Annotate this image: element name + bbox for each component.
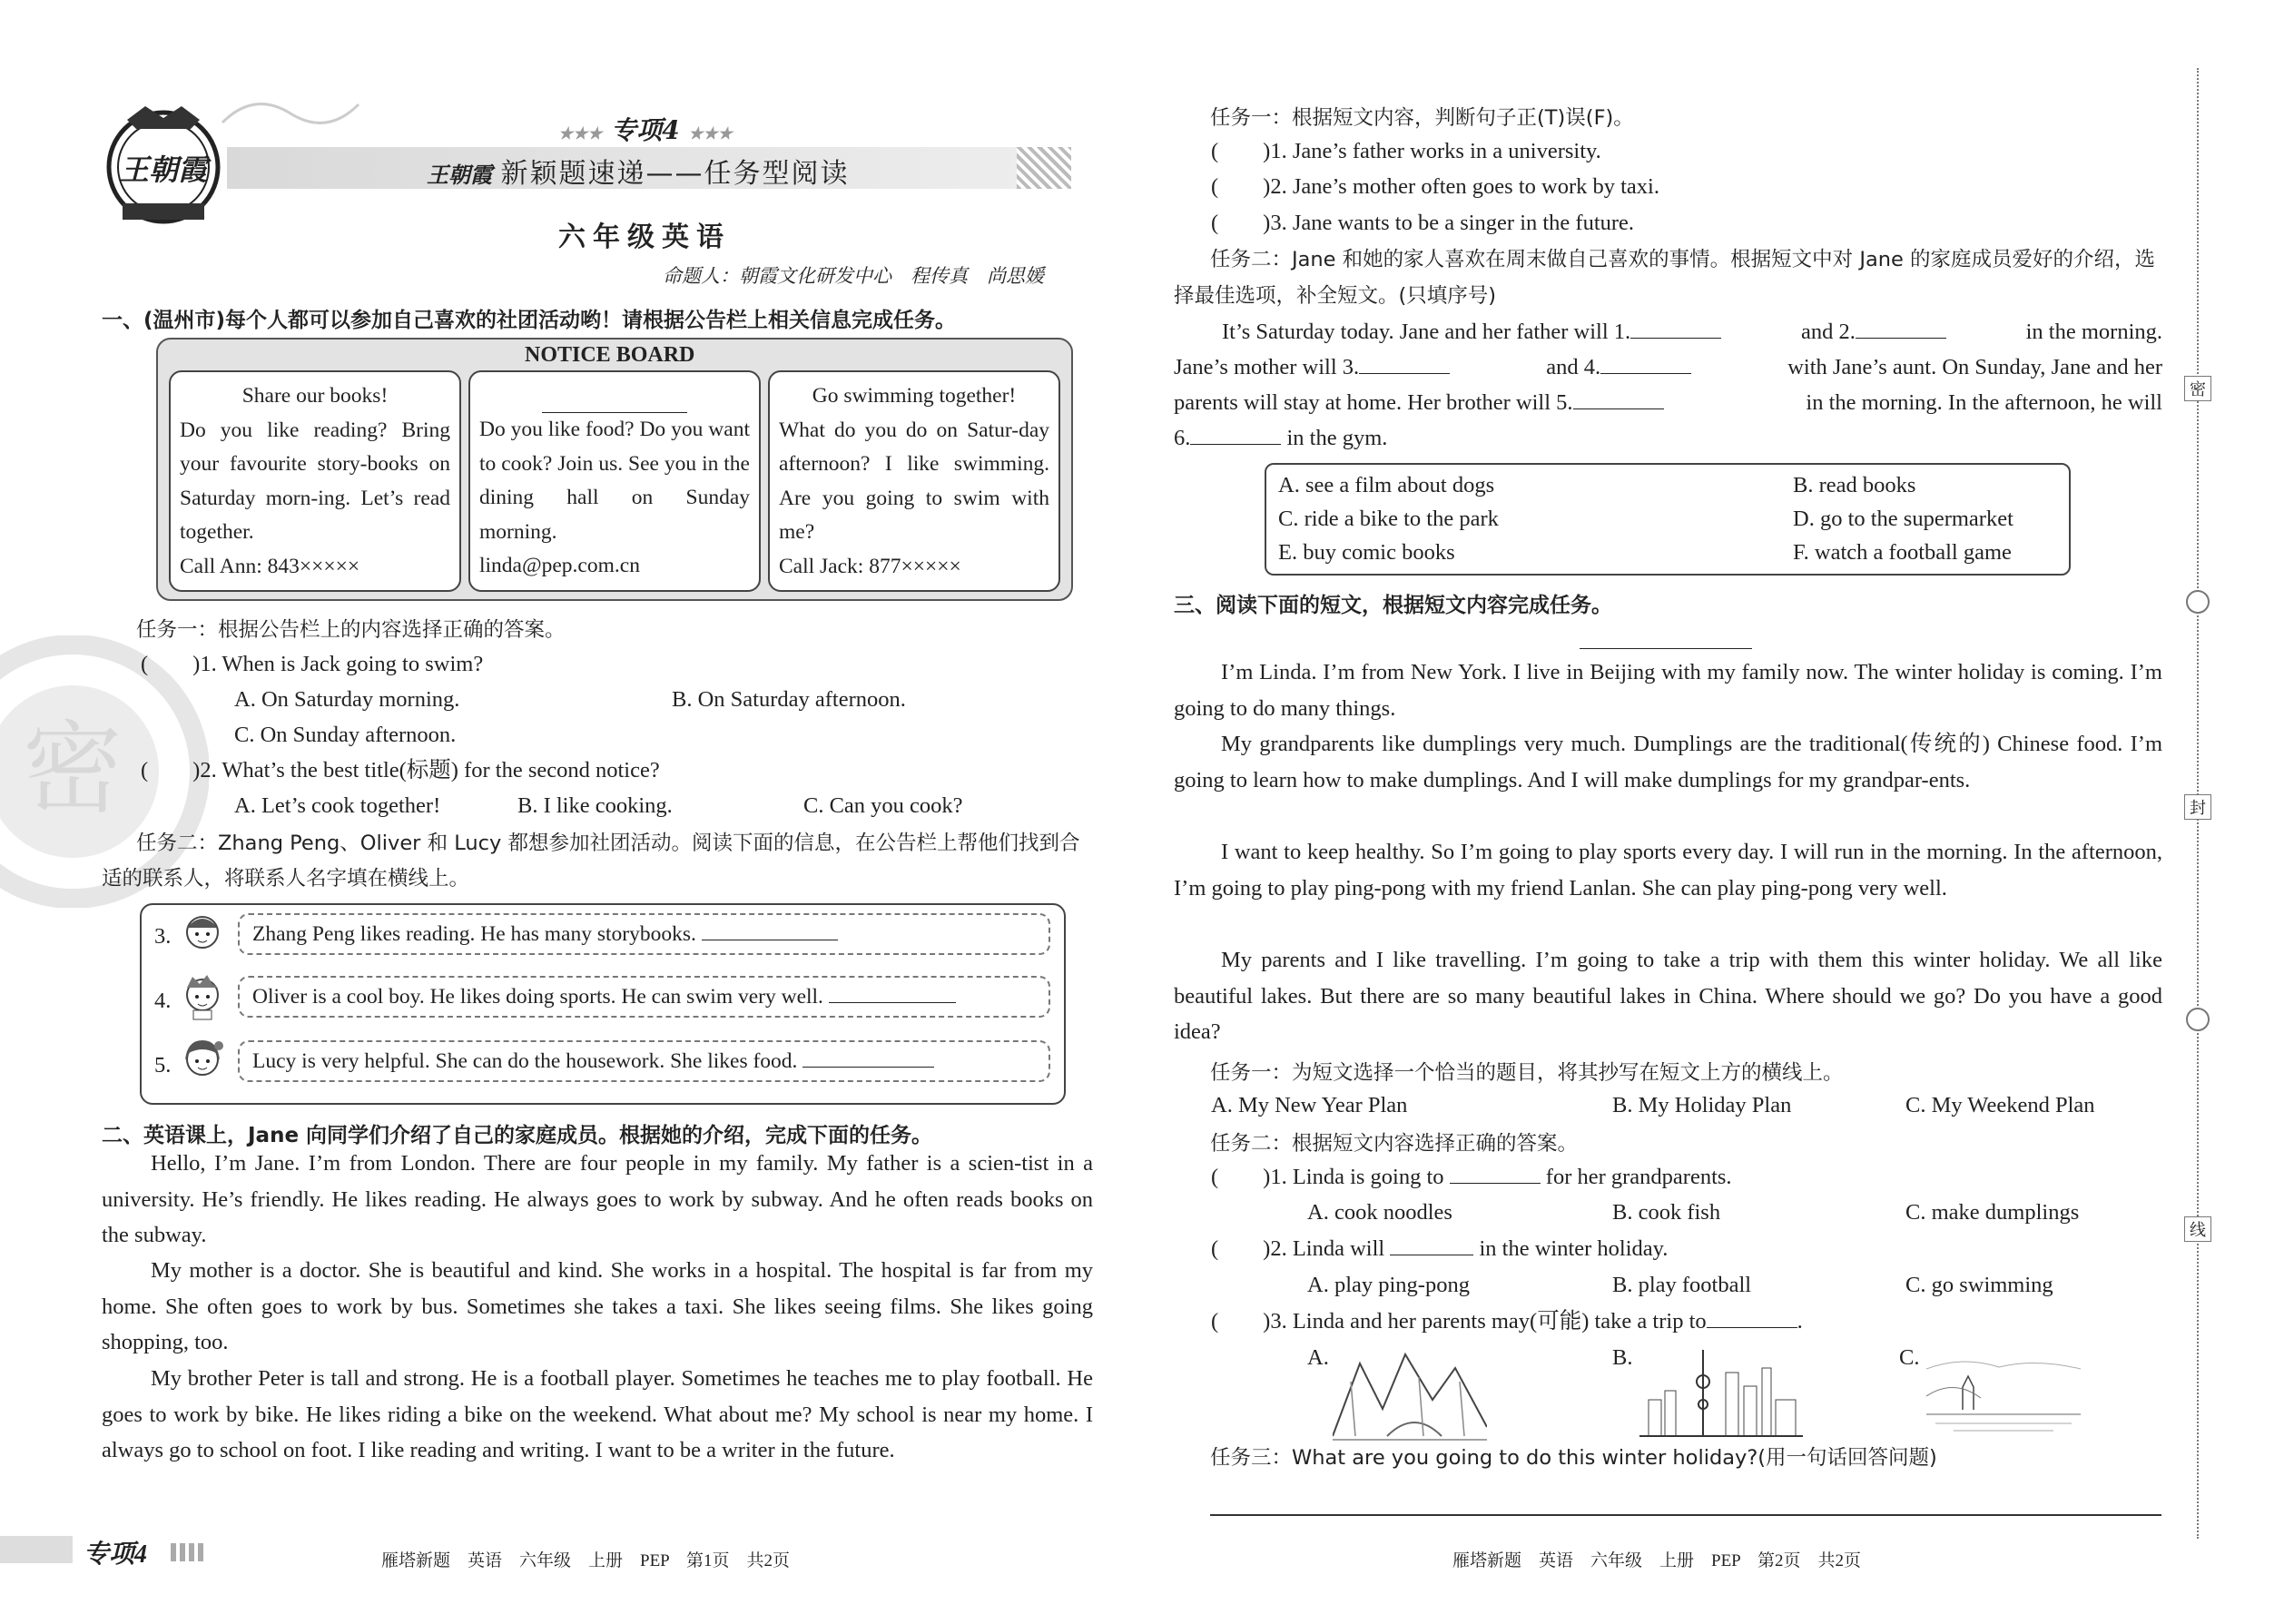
section2-heading: 二、英语课上，Jane 向同学们介绍了自己的家庭成员。根据她的介绍，完成下面的任务。	[102, 1124, 933, 1147]
title-answer-line[interactable]	[1580, 648, 1752, 649]
margin-ornament-2	[2186, 1008, 2210, 1031]
cloze-line-4	[1174, 420, 1387, 456]
sec1-q2-optC[interactable]: C. Can you cook?	[803, 793, 963, 818]
footer-left-text: 雁塔新题 英语 六年级 上册 PEP 第1页 共2页	[381, 1551, 791, 1570]
sec3-q2-text-end: in the winter holiday.	[1479, 1236, 1669, 1261]
subject-title: 六年级英语	[558, 221, 731, 253]
answer-line[interactable]	[1210, 1514, 2161, 1516]
footer-left-bar	[0, 1536, 73, 1563]
notice1-title: Share our books!	[241, 384, 389, 408]
sec2-task1: 任务一：根据短文内容，判断句子正(T)误(F)。	[1210, 106, 1634, 130]
cloze-text-5: and 4.	[1546, 355, 1601, 379]
section3-heading: 三、阅读下面的短文，根据短文内容完成任务。	[1174, 594, 1612, 617]
pic-option-B-label[interactable]: B.	[1612, 1345, 1633, 1370]
sec3-q2-optB[interactable]: B. play football	[1612, 1273, 1752, 1297]
option-D[interactable]: D. go to the supermarket	[1793, 507, 2013, 531]
sec3-q1-optB[interactable]: B. cook fish	[1612, 1200, 1721, 1225]
sec3-q3-text: ( )3. Linda and her parents may(可能) take a trip to	[1211, 1309, 1707, 1334]
cloze-line-2	[1174, 349, 2162, 385]
sec3-q2	[1211, 1231, 1668, 1266]
item5-number: 5.	[154, 1053, 172, 1078]
cloze-line-3	[1174, 385, 2162, 420]
sec3-t1-optB[interactable]: B. My Holiday Plan	[1612, 1093, 1792, 1117]
watermark-text: 密	[23, 711, 123, 827]
cloze-text-10: in the gym.	[1286, 426, 1388, 450]
footer-right-text: 雁塔新题 英语 六年级 上册 PEP 第2页 共2页	[1452, 1551, 1862, 1570]
sec2-task2: 任务二：Jane 和她的家人喜欢在周末做自己喜欢的事情。根据短文中对 Jane 的家庭成员爱好的介绍，选择最佳选项，补全短文。(只填序号)	[1174, 248, 2156, 308]
sec3-q1-text-end: for her grandparents.	[1545, 1165, 1732, 1189]
cloze-text-3: in the morning.	[2025, 320, 2162, 344]
title-band-pattern	[1017, 147, 1071, 189]
notice-card-1	[169, 370, 461, 592]
sec3-q2-optC[interactable]: C. go swimming	[1905, 1273, 2053, 1297]
sec2-paragraph-2: My mother is a doctor. She is beautiful and kind. She works in a hospital. The hospital is far from my home. She often goes to work by bus. Sometimes she takes a taxi. She likes seeing films. She likes going shopping, too.	[102, 1258, 1093, 1354]
item5-blank[interactable]	[802, 1045, 934, 1068]
cloze-blank-1[interactable]	[1630, 316, 1721, 339]
sec1-q1-optA[interactable]: A. On Saturday morning.	[234, 687, 460, 712]
cloze-blank-6[interactable]	[1190, 422, 1281, 445]
option-E[interactable]: E. buy comic books	[1278, 540, 1455, 565]
pic-option-C-label[interactable]: C.	[1899, 1345, 1920, 1370]
cloze-text-4: Jane’s mother will 3.	[1174, 355, 1360, 379]
sec3-task2: 任务二：根据短文内容选择正确的答案。	[1210, 1132, 1579, 1156]
sec2-paragraph-3: My brother Peter is tall and strong. He is a football player. Sometimes he teaches me to play football. He goes to work by bike. He likes riding a bike on the weekend. What about me? My school is near my home. I always go to school on foot. I like reading and writing. I want to be a writer in the future.	[102, 1366, 1093, 1462]
notice2-contact: linda@pep.com.cn	[479, 554, 640, 577]
sec3-task1: 任务一：为短文选择一个恰当的题目，将其抄写在短文上方的横线上。	[1210, 1061, 1844, 1085]
margin-mark-xian: 线	[2184, 1216, 2211, 1242]
mountain-lake-picture[interactable]	[1333, 1345, 1487, 1451]
item3-number: 3.	[154, 924, 172, 949]
sec1-q1-optB[interactable]: B. On Saturday afternoon.	[672, 687, 906, 712]
header-series: ★★★ 专项4 ★★★	[558, 115, 733, 145]
sec3-paragraph-1: I’m Linda. I’m from New York. I live in Beijing with my family now. The winter holiday is coming. I’m going to do many things.	[1174, 660, 2162, 721]
cloze-line-1	[1222, 314, 2162, 349]
cloze-text-7: parents will stay at home. Her brother will 5.	[1174, 390, 1573, 415]
item3-text: Zhang Peng likes reading. He has many storybooks.	[252, 922, 696, 946]
authors: 命题人：朝霞文化研发中心 程传真 尚思媛	[663, 265, 1044, 287]
brand-name: 王朝霞	[427, 162, 492, 188]
sec1-task1: 任务一：根据公告栏上的内容选择正确的答案。	[136, 618, 566, 642]
sec1-q1-optC[interactable]: C. On Sunday afternoon.	[234, 723, 457, 747]
notice1-body: Do you like reading? Bring your favourite story-books on Saturday morn-ing. Let’s read together.	[180, 418, 450, 544]
sec1-q2-optB[interactable]: B. I like cooking.	[517, 793, 673, 818]
sec3-paragraph-3: I want to keep healthy. So I’m going to play sports every day. I will run in the morning. In the afternoon, I’m going to play ping-pong with my friend Lanlan. She can play ping-pong very well.	[1174, 840, 2162, 901]
pic-option-A-label[interactable]: A.	[1307, 1345, 1329, 1370]
option-F[interactable]: F. watch a football game	[1793, 540, 2012, 565]
cloze-text-8: in the morning. In the afternoon, he will	[1806, 390, 2162, 415]
cloze-blank-4[interactable]	[1600, 351, 1691, 374]
sec2-tf-2: ( )2. Jane’s mother often goes to work by taxi.	[1211, 174, 1659, 199]
sec2-tf-3: ( )3. Jane wants to be a singer in the future.	[1211, 211, 1635, 235]
header-title	[427, 151, 850, 191]
option-B[interactable]: B. read books	[1793, 473, 1916, 497]
series-label: 专项4	[611, 115, 680, 145]
sec3-paragraph-2: My grandparents like dumplings very much. Dumplings are the traditional(传统的) Chinese food. I’m going to learn how to make dumplings. And I will make dumplings for my grandpar-ents.	[1174, 732, 2162, 792]
notice-board-title: NOTICE BOARD	[525, 343, 695, 367]
sec3-q2-optA[interactable]: A. play ping-pong	[1307, 1273, 1470, 1297]
sec1-task2: 任务二：Zhang Peng、Oliver 和 Lucy 都想参加社团活动。阅读下面的信息，在公告栏上帮他们找到合适的联系人，将联系人名字填在横线上。	[102, 832, 1080, 891]
item5-sentence	[238, 1040, 1050, 1082]
item4-sentence	[238, 976, 1050, 1018]
sec3-q1-optA[interactable]: A. cook noodles	[1307, 1200, 1452, 1225]
item3-sentence	[238, 913, 1050, 955]
logo-text: 王朝霞	[120, 153, 208, 187]
cloze-blank-2[interactable]	[1856, 316, 1946, 339]
cloze-text-1: It’s Saturday today. Jane and her father will 1.	[1222, 320, 1631, 344]
sec3-q1	[1211, 1159, 1732, 1195]
sec3-q2-text: ( )2. Linda will	[1211, 1236, 1385, 1261]
item3-blank[interactable]	[702, 918, 838, 940]
notice2-title-blank	[479, 379, 750, 413]
cloze-text-2: and 2.	[1800, 320, 1856, 344]
margin-ornament-1	[2186, 590, 2210, 614]
sec2-paragraph-1: Hello, I’m Jane. I’m from London. There are four people in my family. My father is a scien-tist in a university. He’s friendly. He likes reading. He always goes to work by subway. And he often reads books on the subway.	[102, 1151, 1093, 1247]
notice-card-2	[468, 370, 761, 592]
item4-number: 4.	[154, 989, 172, 1013]
footer-series-label: 专项4	[84, 1540, 148, 1569]
notice3-contact: Call Jack: 877×××××	[779, 554, 961, 578]
cloze-blank-5[interactable]	[1573, 387, 1664, 409]
sec3-q2-blank[interactable]	[1390, 1233, 1473, 1255]
cloze-text-6: with Jane’s aunt. On Sunday, Jane and her	[1787, 355, 2162, 379]
brand-logo	[100, 102, 227, 229]
lake-pagoda-picture[interactable]	[1926, 1342, 2081, 1447]
cloze-blank-3[interactable]	[1359, 351, 1450, 374]
notice3-body: What do you do on Satur-day afternoon? I like swimming. Are you going to swim with me?	[779, 418, 1049, 544]
sec1-q2-optA[interactable]: A. Let’s cook together!	[234, 793, 441, 818]
boy-avatar-icon-2	[182, 971, 223, 1028]
option-A[interactable]: A. see a film about dogs	[1278, 473, 1495, 497]
ribbon-decoration	[218, 86, 363, 141]
notice-card-3	[768, 370, 1060, 592]
sec3-q3-blank[interactable]	[1707, 1305, 1797, 1328]
option-C[interactable]: C. ride a bike to the park	[1278, 507, 1499, 531]
notice2-body: Do you like food? Do you want to cook? Join us. See you in the dining hall on Sunday morning.	[479, 418, 750, 544]
girl-avatar-icon	[180, 1035, 225, 1091]
sec1-q2: ( )2. What’s the best title(标题) for the second notice?	[141, 758, 660, 782]
city-skyline-picture[interactable]	[1639, 1345, 1803, 1451]
sec3-q1-text: ( )1. Linda is going to	[1211, 1165, 1444, 1189]
item5-text: Lucy is very helpful. She can do the housework. She likes food.	[252, 1049, 798, 1073]
item4-blank[interactable]	[829, 980, 956, 1003]
boy-avatar-icon	[182, 910, 223, 960]
sec3-q3: ( )3. Linda and her parents may(可能) take a trip to .	[1211, 1304, 1803, 1339]
footer-squares	[171, 1543, 207, 1561]
sec2-tf-1: ( )1. Jane’s father works in a university.	[1211, 139, 1601, 163]
sec3-paragraph-4: My parents and I like travelling. I’m going to take a trip with them this winter holiday. We all like beautiful lakes. But there are so many beautiful lakes in China. Where should we go? Do you have a good idea?	[1174, 948, 2162, 1044]
notice3-title: Go swimming together!	[812, 384, 1017, 408]
page-title: 新颖题速递——任务型阅读	[500, 158, 850, 190]
section1-heading: 一、(温州市)每个人都可以参加自己喜欢的社团活动哟！请根据公告栏上相关信息完成任务。	[102, 309, 957, 332]
sec3-t1-optA[interactable]: A. My New Year Plan	[1211, 1093, 1408, 1117]
margin-mark-feng: 封	[2184, 794, 2211, 820]
margin-mark-mi: 密	[2184, 376, 2211, 401]
item4-text: Oliver is a cool boy. He likes doing sports. He can swim very well.	[252, 985, 823, 1009]
sec3-task3: 任务三：What are you going to do this winter holiday?(用一句话回答问题)	[1210, 1446, 1937, 1470]
sec3-t1-optC[interactable]: C. My Weekend Plan	[1905, 1093, 2095, 1117]
notice1-contact: Call Ann: 843×××××	[180, 554, 360, 578]
cloze-text-9: 6.	[1174, 426, 1191, 450]
sec3-q1-optC[interactable]: C. make dumplings	[1905, 1200, 2080, 1225]
sec3-q1-blank[interactable]	[1450, 1161, 1541, 1184]
sec1-q1: ( )1. When is Jack going to swim?	[141, 652, 484, 676]
